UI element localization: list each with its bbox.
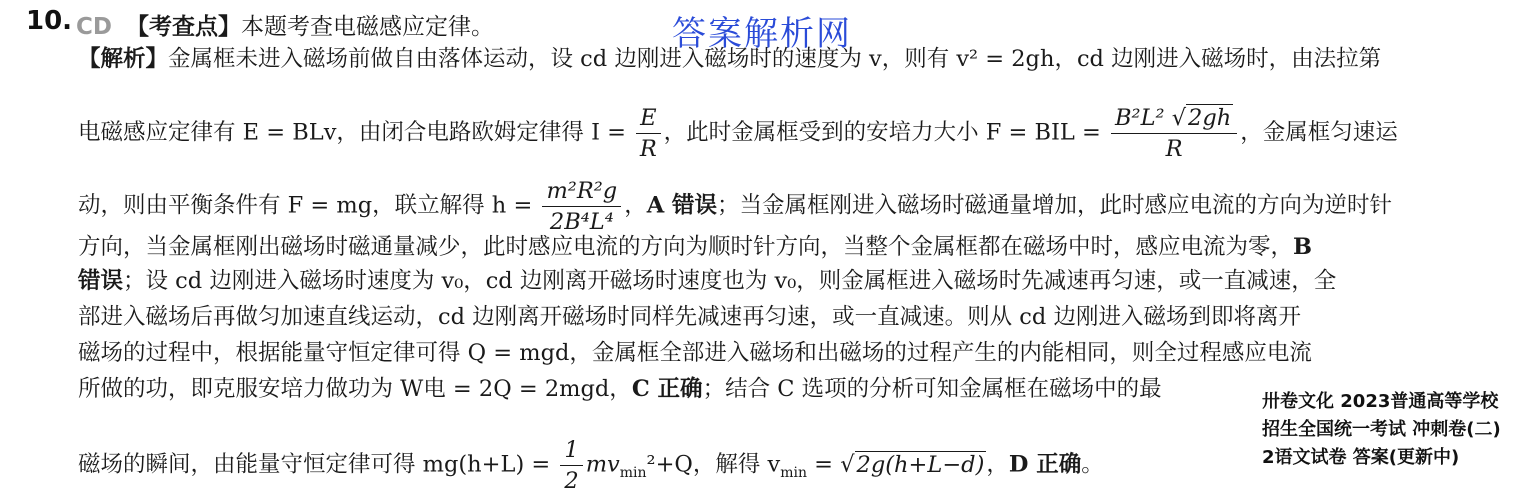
numerator-prefix: B²L²	[1115, 105, 1172, 131]
analysis-text: 部进入磁场后再做匀加速直线运动，cd 边刚离开磁场时同样先减速再匀速，或一直减速。则从 cd 边刚进入磁场到即将离开	[78, 304, 1301, 330]
analysis-line-2	[78, 103, 1398, 164]
option-verdict: A 错误	[646, 192, 718, 219]
overlay-line: 2语文试卷 答案(更新中)	[1262, 447, 1460, 468]
analysis-text: ²+Q，解得 v	[646, 451, 781, 478]
analysis-text: ，金属框匀速运	[1240, 119, 1398, 146]
fraction-numerator: m²R²g	[542, 176, 621, 207]
analysis-text: 金属框未进入磁场前做自由落体运动，设 cd 边刚进入磁场时的速度为 v，则有 v² = 2gh，cd 边刚进入磁场时，由法拉第	[168, 46, 1382, 72]
analysis-line-3	[78, 176, 1392, 237]
analysis-text: ；结合 C 选项的分析可知金属框在磁场中的最	[702, 376, 1162, 402]
fraction-numerator: E	[636, 103, 660, 134]
subscript: min	[619, 465, 647, 481]
question-number: 10.	[26, 6, 73, 36]
fraction-denominator: R	[1165, 136, 1183, 162]
fraction-denominator: 2	[564, 468, 579, 494]
option-letter: B	[1293, 234, 1313, 260]
analysis-text: ，此时金属框受到的安培力大小 F = BIL =	[663, 119, 1109, 146]
analysis-line-4	[78, 232, 1312, 262]
analysis-text: 电磁感应定律有 E = BLv，由闭合电路欧姆定律得 I =	[78, 119, 634, 146]
fraction-height	[542, 176, 621, 237]
overlay-line: 卅卷文化 2023普通高等学校	[1262, 391, 1499, 412]
analysis-line-9	[78, 435, 1104, 496]
focus-label: 【考查点】	[125, 13, 241, 40]
analysis-line-1	[78, 44, 1381, 74]
math-text: mv	[585, 451, 620, 478]
fraction-denominator: 2B⁴L⁴	[549, 209, 614, 235]
fraction-force	[1111, 103, 1237, 164]
subscript: min	[780, 465, 808, 481]
overlay-caption	[1260, 388, 1534, 472]
analysis-line-5	[78, 266, 1336, 296]
fraction-half	[560, 435, 582, 496]
option-verdict: 错误	[78, 268, 124, 294]
analysis-text: 磁场的瞬间，由能量守恒定律可得 mg(h+L) =	[78, 451, 558, 478]
analysis-text: 方向，当金属框刚出磁场时磁通量减少，此时感应电流的方向为顺时针方向，当整个金属框都在磁场中时，感应电流为零，	[78, 234, 1294, 260]
option-verdict: C 正确	[631, 376, 703, 402]
radical-sign: √	[840, 451, 855, 478]
radicand: 2gh	[1188, 105, 1232, 131]
analysis-text: 磁场的过程中，根据能量守恒定律可得 Q = mgd，金属框全部进入磁场和出磁场的过程产生的内能相同，则全过程感应电流	[78, 340, 1312, 366]
analysis-text: =	[807, 451, 841, 478]
question-header	[76, 8, 494, 41]
fraction-current	[636, 103, 660, 164]
analysis-text: 动，则由平衡条件有 F = mg，联立解得 h =	[78, 192, 540, 219]
fraction-denominator: R	[639, 136, 657, 162]
answer-key: CD	[76, 14, 112, 40]
analysis-text: 所做的功，即克服安培力做功为 W电 = 2Q = 2mgd，	[78, 376, 632, 402]
focus-text: 本题考查电磁感应定律。	[240, 14, 494, 40]
watermark-text: 答案解析网	[672, 14, 852, 54]
analysis-text: ，	[986, 451, 1009, 478]
analysis-line-8	[78, 374, 1162, 404]
option-verdict: D 正确	[1008, 451, 1082, 478]
analysis-line-7	[78, 338, 1312, 368]
analysis-text: 。	[1081, 451, 1104, 478]
radical-sign: √	[1171, 105, 1187, 131]
fraction-numerator	[1111, 103, 1237, 134]
analysis-text: ，	[624, 192, 647, 219]
analysis-line-6	[78, 302, 1301, 332]
fraction-numerator: 1	[560, 435, 582, 466]
analysis-text: ；设 cd 边刚进入磁场时速度为 v₀，cd 边刚离开磁场时速度也为 v₀，则金属框进入磁场时先减速再匀速，或一直减速，全	[123, 268, 1337, 294]
analysis-label: 【解析】	[78, 46, 169, 72]
overlay-line: 招生全国统一考试 冲刺卷(二)	[1262, 419, 1501, 440]
analysis-text: ；当金属框刚进入磁场时磁通量增加，此时感应电流的方向为逆时针	[717, 192, 1393, 219]
radicand: 2g(h+L−d)	[856, 451, 985, 478]
